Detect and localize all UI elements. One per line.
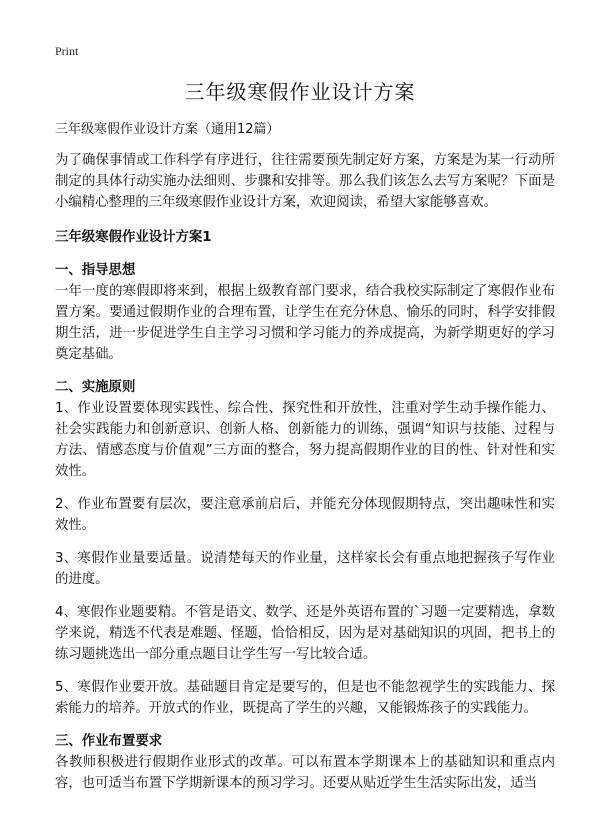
principle-2: 2、作业布置要有层次，要注意承前启后，并能充分体现假期特点，突出趣味性和实效性。 xyxy=(55,497,555,533)
document-body xyxy=(55,120,555,794)
principle-1: 1、作业设置要体现实践性、综合性、探究性和开放性，注重对学生动手操作能力、社会实践能力和创新意识、创新人格、创新能力的训练，强调“知识与技能、过程与方法、情感态度与价值观”三方面的整合，努力提高假期作业的目的性、针对性和实效性。 xyxy=(55,401,555,479)
principle-4: 4、寒假作业题要精。不管是语文、数学、还是外英语布置的`习题一定要精选，拿数学来说，精选不代表是难题、怪题，恰恰相反，因为是对基础知识的巩固，把书上的练习题挑选出一部分重点题目让学生写一写比较合适。 xyxy=(55,605,555,662)
principle-5: 5、寒假作业要开放。基础题目肯定是要写的，但是也不能忽视学生的实践能力、探索能力的培养。开放式的作业，既提高了学生的兴趣，又能锻炼孩子的实践能力。 xyxy=(55,680,555,716)
heading-implementation-principles: 二、实施原则 xyxy=(55,380,136,395)
principle-3: 3、寒假作业量要适量。说清楚每天的作业量，这样家长会有重点地把握孩子写作业的进度。 xyxy=(55,551,555,587)
paragraph-guiding-ideology: 一年一度的寒假即将来到，根据上级教育部门要求，结合我校实际制定了寒假作业布置方案。要通过假期作业的合理布置，让学生在充分休息、愉乐的同时，科学安排假期生活，进一步促进学生自主学习习惯和学习能力的养成提高，为新学期更好的学习奠定基础。 xyxy=(55,284,555,362)
print-link[interactable]: Print xyxy=(55,44,79,58)
document-subtitle: 三年级寒假作业设计方案（通用12篇） xyxy=(55,122,280,137)
intro-paragraph: 为了确保事情或工作科学有序进行，往往需要预先制定好方案，方案是为某一行动所制定的具体行动实施办法细则、步骤和安排等。那么我们该怎么去写方案呢？下面是小编精心整理的三年级寒假作业设计方案，欢迎阅读，希望大家能够喜欢。 xyxy=(55,153,555,210)
section-title: 三年级寒假作业设计方案1 xyxy=(55,230,212,245)
paragraph-assignment-requirements: 各教师积极进行假期作业形式的改革。可以布置本学期课本上的基础知识和重点内容，也可适当布置下学期新课本的预习学习。还要从贴近学生生活实际出发，适当 xyxy=(55,755,555,791)
heading-guiding-ideology: 一、指导思想 xyxy=(55,263,136,278)
heading-assignment-requirements: 三、作业布置要求 xyxy=(55,734,163,749)
document-title: 三年级寒假作业设计方案 xyxy=(184,80,416,104)
